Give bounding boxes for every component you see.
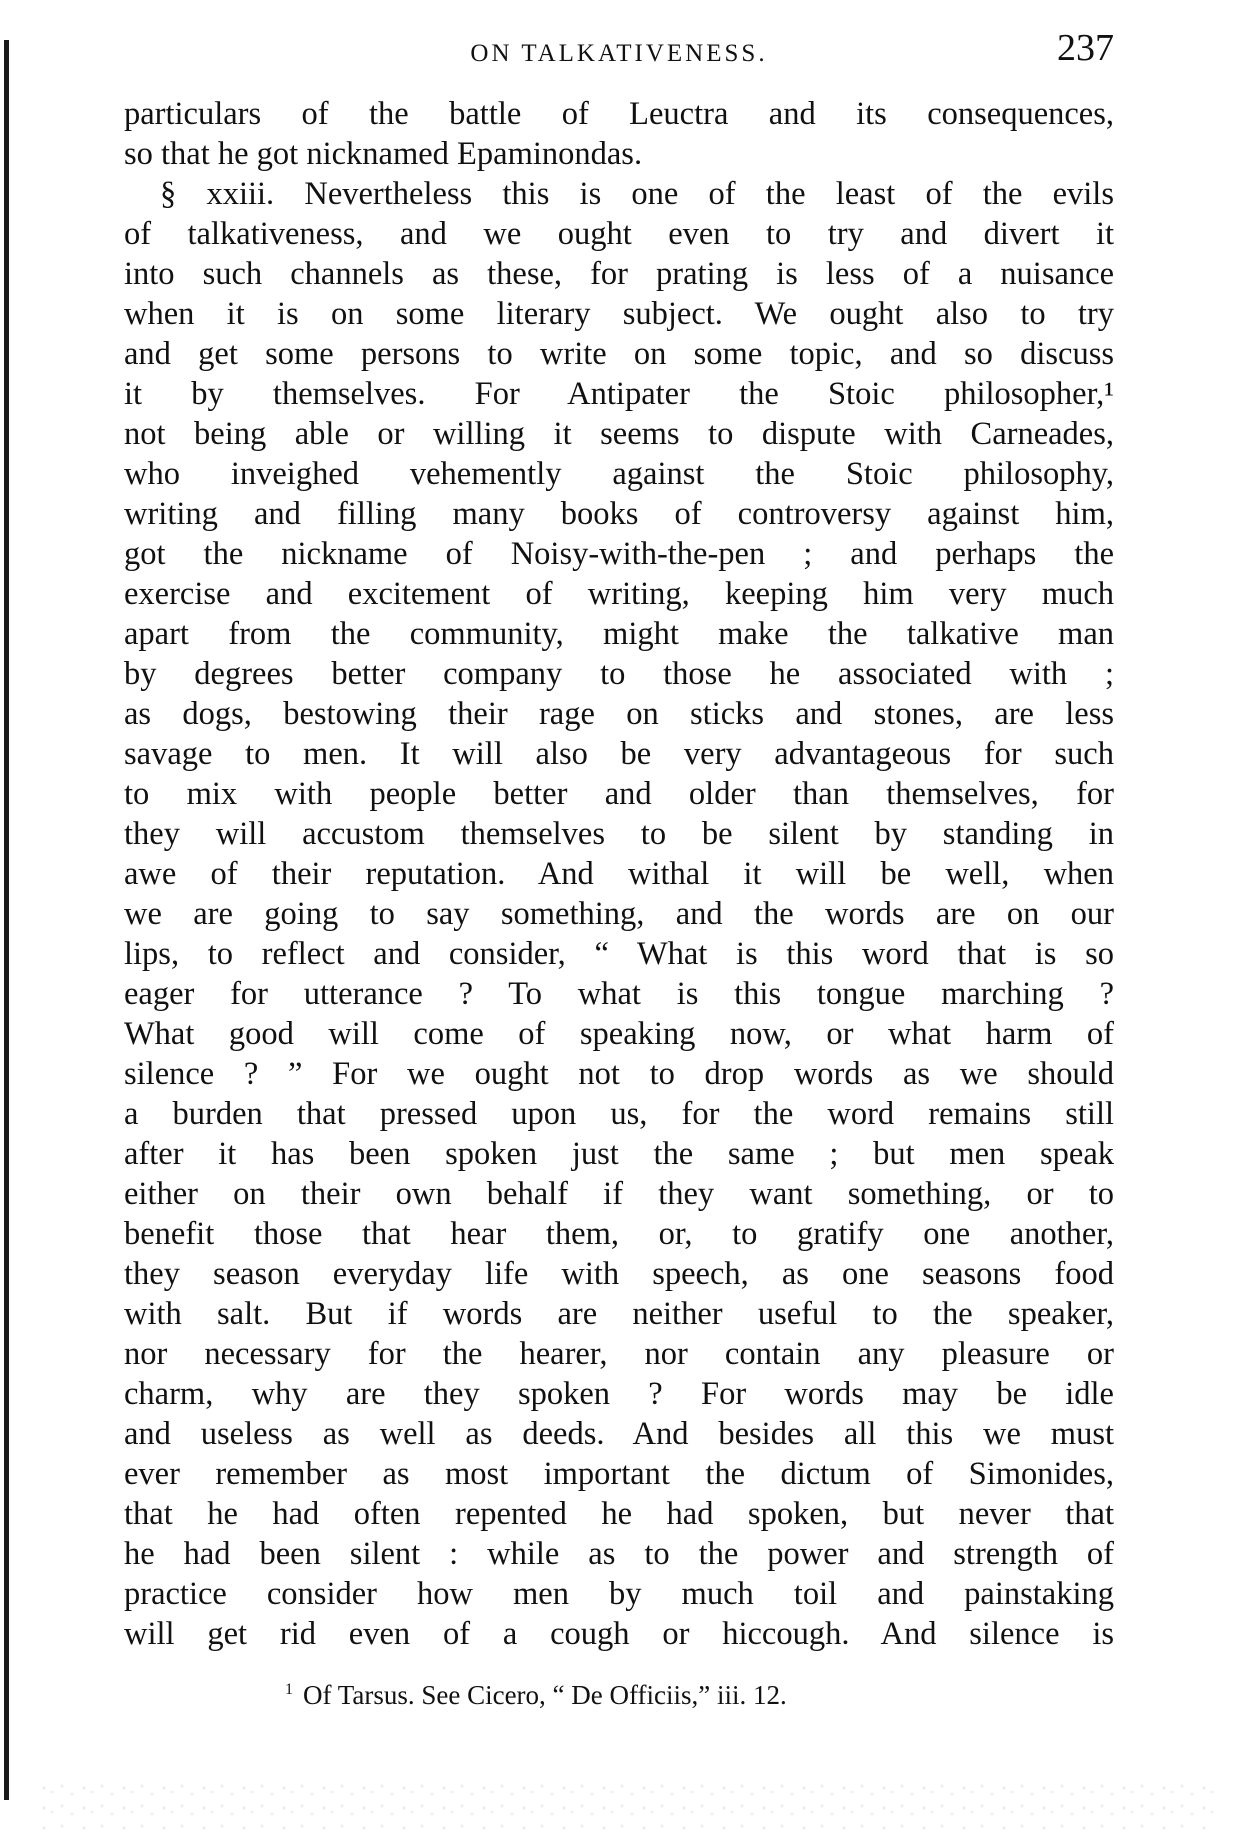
text-line: and get some persons to write on some topic, and so discuss bbox=[124, 336, 1114, 372]
text-line: What good will come of speaking now, or what harm of bbox=[124, 1016, 1114, 1052]
text-line: practice consider how men by much toil and painstaking bbox=[124, 1576, 1114, 1612]
text-line: silence ? ” For we ought not to drop words as we should bbox=[124, 1056, 1114, 1092]
text-line: not being able or willing it seems to dispute with Carneades, bbox=[124, 416, 1114, 452]
text-line: of talkativeness, and we ought even to try and divert it bbox=[124, 216, 1114, 252]
text-line: particulars of the battle of Leuctra and its consequences, bbox=[124, 96, 1114, 132]
text-line: when it is on some literary subject. We ought also to try bbox=[124, 296, 1114, 332]
section-start-line: § xxiii. Nevertheless this is one of the least of the evils bbox=[160, 176, 1114, 212]
text-line: and useless as well as deeds. And besides all this we must bbox=[124, 1416, 1114, 1452]
running-header bbox=[124, 26, 1114, 76]
footnote-marker: 1 bbox=[285, 1681, 293, 1698]
text-line: a burden that pressed upon us, for the word remains still bbox=[124, 1096, 1114, 1132]
text-line: benefit those that hear them, or, to gratify one another, bbox=[124, 1216, 1114, 1252]
text-line: so that he got nicknamed Epaminondas. bbox=[124, 136, 643, 172]
text-line: with salt. But if words are neither useful to the speaker, bbox=[124, 1296, 1114, 1332]
body-text bbox=[124, 94, 1114, 1654]
text-line: will get rid even of a cough or hiccough. And silence is bbox=[124, 1616, 1114, 1652]
text-line: they season everyday life with speech, as one seasons food bbox=[124, 1256, 1114, 1292]
text-line: exercise and excitement of writing, keeping him very much bbox=[124, 576, 1114, 612]
text-line: by degrees better company to those he associated with ; bbox=[124, 656, 1114, 692]
text-line: they will accustom themselves to be silent by standing in bbox=[124, 816, 1114, 852]
gutter-shadow bbox=[4, 40, 9, 1800]
text-line: he had been silent : while as to the power and strength of bbox=[124, 1536, 1114, 1572]
text-line: who inveighed vehemently against the Stoic philosophy, bbox=[124, 456, 1114, 492]
text-line: to mix with people better and older than themselves, for bbox=[124, 776, 1114, 812]
text-line: writing and filling many books of controversy against him, bbox=[124, 496, 1114, 532]
paper-speckle bbox=[40, 1780, 1220, 1830]
text-line: that he had often repented he had spoken, but never that bbox=[124, 1496, 1114, 1532]
text-line: as dogs, bestowing their rage on sticks and stones, are less bbox=[124, 696, 1114, 732]
text-line: after it has been spoken just the same ; but men speak bbox=[124, 1136, 1114, 1172]
text-line: charm, why are they spoken ? For words may be idle bbox=[124, 1376, 1114, 1412]
text-line: it by themselves. For Antipater the Stoic philosopher,¹ bbox=[124, 376, 1114, 412]
running-title: ON TALKATIVENESS. bbox=[470, 40, 768, 67]
text-line: either on their own behalf if they want something, or to bbox=[124, 1176, 1114, 1212]
text-line: ever remember as most important the dictum of Simonides, bbox=[124, 1456, 1114, 1492]
text-line: lips, to reflect and consider, “ What is this word that is so bbox=[124, 936, 1114, 972]
text-line: savage to men. It will also be very advantageous for such bbox=[124, 736, 1114, 772]
text-line: got the nickname of Noisy-with-the-pen ; and perhaps the bbox=[124, 536, 1114, 572]
footnote-text: Of Tarsus. See Cicero, “ De Officiis,” iii. 12. bbox=[303, 1680, 787, 1710]
text-line: awe of their reputation. And withal it will be well, when bbox=[124, 856, 1114, 892]
text-line: nor necessary for the hearer, nor contain any pleasure or bbox=[124, 1336, 1114, 1372]
text-line: apart from the community, might make the talkative man bbox=[124, 616, 1114, 652]
text-line: into such channels as these, for prating is less of a nuisance bbox=[124, 256, 1114, 292]
page-number: 237 bbox=[1057, 27, 1114, 69]
footnote bbox=[285, 1680, 787, 1711]
text-line: we are going to say something, and the words are on our bbox=[124, 896, 1114, 932]
text-line: eager for utterance ? To what is this tongue marching ? bbox=[124, 976, 1114, 1012]
